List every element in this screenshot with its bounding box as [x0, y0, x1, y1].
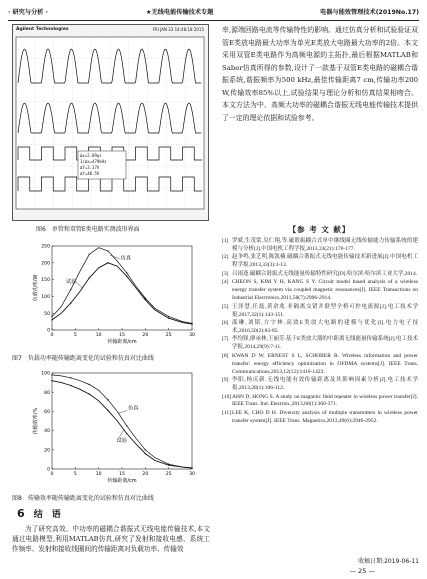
- scope-readout-line: ΔY=3.37V: [80, 165, 100, 170]
- series-line-test: [52, 263, 192, 324]
- data-point: [89, 254, 90, 255]
- data-point: [107, 262, 108, 263]
- data-point: [89, 384, 90, 385]
- reference-item: [222, 320, 418, 336]
- running-header: [8, 4, 419, 20]
- reference-text: AHN D, HONG S. A study on magnetic field repeater in wireless power transfer[J]. IEEE Trans. Ind. Electron.,2013,60(1):360-371.: [232, 393, 418, 408]
- data-point: [126, 272, 127, 273]
- simulation-label: 仿真: [120, 255, 132, 262]
- header-journal: 电器与能效管理技术(2019No.17): [320, 9, 419, 16]
- oscilloscope-figure: [12, 24, 209, 221]
- section-number: 6: [17, 507, 25, 520]
- simulation-label: 仿真: [128, 405, 139, 412]
- x-tick-label: 5: [73, 333, 77, 338]
- x-tick-label: 15: [119, 472, 125, 477]
- figure8-caption: 图8 传输效率随传输距离变化的试验和仿真对比曲线: [12, 495, 154, 502]
- page-number: — 25 —: [349, 567, 375, 575]
- y-tick-label: 0: [47, 467, 50, 473]
- test-label: 试验: [66, 278, 77, 285]
- y-tick-label: 200: [41, 261, 50, 267]
- x-tick-label: 10: [95, 472, 102, 477]
- y-tick-label: 20: [44, 448, 50, 454]
- x-tick-label: 30: [189, 333, 195, 338]
- data-point: [191, 467, 192, 468]
- x-tick-label: 20: [142, 333, 149, 338]
- scope-readout: [80, 153, 107, 177]
- y-tick-label: 40: [44, 429, 50, 435]
- reference-text: 吕雨逢.磁耦合谐振式无线能量传输特性研究[D].哈尔滨:哈尔滨工业大学,2014.: [232, 270, 418, 277]
- reference-number: [9]: [222, 377, 229, 384]
- data-point: [89, 277, 90, 278]
- data-point: [70, 377, 71, 378]
- reference-text: 罗斌,生茂棠,吴仁翔,等.磁谐振耦合式单中继线圈无线传输能力传输系统的建模与分析[J].中国电机工程学报,2013,33(21):170-177.: [232, 238, 418, 252]
- data-point: [70, 385, 71, 386]
- data-point: [107, 410, 108, 411]
- scope-readout-line: 1/Δx=479kHz: [80, 159, 107, 164]
- reference-item: [222, 377, 418, 393]
- reference-item: [222, 271, 418, 279]
- x-tick-label: 15: [119, 333, 125, 338]
- reference-text: 李阳,杨庆新.无线电能有效传输距离及其影响因素分析[J].电工技术学报,2013,28(1):106-112.: [232, 377, 418, 392]
- y-axis-label: 传输效率/%: [33, 407, 39, 435]
- reference-number: [10]: [222, 393, 232, 400]
- reference-number: [5]: [222, 303, 229, 310]
- reference-item: [222, 353, 418, 377]
- data-point: [51, 316, 52, 317]
- references-list: [222, 238, 418, 426]
- test-leader: [76, 282, 82, 288]
- reference-text: 邵琳,刘韬,方宇林.高效E类放大电路的建模与优化[J].电力电子技术,2016,50(2):83-85.: [232, 320, 418, 334]
- x-tick-label: 0: [50, 333, 54, 338]
- reference-item: [222, 238, 418, 254]
- data-point: [89, 393, 90, 394]
- section-title: 结 语: [33, 510, 61, 520]
- data-point: [145, 299, 146, 300]
- simulation-leader: [118, 410, 127, 413]
- reference-text: 李均锋,廖承林,王丽芳.基于E类放大器的中距离无线能量传输系统[J].电工技术学报,2014,29(9):7-11.: [232, 336, 418, 351]
- reference-item: [222, 254, 418, 270]
- y-tick-label: 50: [44, 311, 50, 317]
- reference-number: [11]: [222, 409, 231, 416]
- x-tick-label: 25: [165, 472, 172, 477]
- data-point: [168, 318, 169, 319]
- y-tick-label: 150: [41, 278, 50, 284]
- right-column-paragraph: 率,源端回路电流等传输特性的影响。通过仿真分析和试验验证双管E类放电路最大功率为单光E类放大电路最大功率的2倍。本文采用双管E类电路作为高频电源的主拓扑,最后根据MATLAB和Saber仿真所得的参数,设计了一款基于双管E类电路的磁耦合谐振系统,谐振频率为500 kHz,最佳传输距离7 cm,传输功率200 W,传输效率85%以上,试验结果与理论分析和仿真结果相吻合。本文方法为中、高频大功率的磁耦合谐振无线电能传输技术提供了一定的理论依据和试验参考。: [222, 26, 418, 122]
- reference-item: [222, 410, 418, 426]
- reference-item: [222, 279, 418, 303]
- data-point: [70, 302, 71, 303]
- figure7-caption: 图7 负载功率随传输距离变化的试验和仿真对比曲线: [12, 355, 154, 362]
- reference-number: [6]: [222, 320, 229, 327]
- scope-readout-line: Δx=2.09μs: [80, 153, 102, 158]
- reference-text: KWAN D W, ERNEST S L, SCHOBER R. Wireless information and power transfer: energy efficiency optimization in OFDMA systems[J]. IEEE Trans. Communications,2013,12(12):1410-1423.: [232, 352, 418, 375]
- scope-brand: Agilent Technologies: [16, 27, 69, 32]
- x-axis-label: 传输距离/cm: [107, 478, 137, 484]
- data-point: [107, 399, 108, 400]
- reference-number: [7]: [222, 336, 229, 343]
- reference-text: CHEON S, KIM Y H, KANG S Y. Circuit model based analysis of a wireless energy transfer system via coupled magnetic resonances[J]. IEEE Transactions on Industrial Electronics,2011,58(7):2906-2914.: [232, 279, 418, 302]
- data-point: [145, 453, 146, 454]
- reference-number: [2]: [222, 254, 229, 261]
- data-point: [126, 276, 127, 277]
- x-tick-label: 20: [142, 472, 149, 477]
- data-point: [51, 319, 52, 320]
- data-point: [191, 323, 192, 324]
- reference-item: [222, 304, 418, 320]
- reference-text: 赵争鸣,张艺明,陈凯楠.磁耦合谐振式无线电能传输技术新进展[J].中国电机工程学报,2013,33(3):1-13.: [232, 254, 418, 269]
- x-tick-label: 5: [73, 472, 77, 477]
- y-tick-label: 100: [41, 295, 50, 300]
- x-tick-label: 30: [189, 472, 195, 477]
- received-date: 收稿日期:2019-06-11: [358, 558, 419, 565]
- reference-number: [4]: [222, 279, 229, 286]
- reference-number: [8]: [222, 352, 229, 359]
- load-power-chart: [10, 240, 210, 352]
- reference-item: [222, 394, 418, 410]
- scope-readout-line: ΔY=48.5V: [80, 171, 100, 176]
- scope-datetime: FRI JAN 23 14:48:18 2015: [152, 27, 204, 32]
- references-heading: 【参 考 文 献】: [288, 225, 351, 234]
- data-point: [126, 433, 127, 434]
- reference-text: 王泽慧,任磊,黄余兆.非隔离交错并联型全桥可控电流源[J].电工技术学报,2017,32(1):143-151.: [232, 303, 418, 318]
- data-point: [145, 449, 146, 450]
- scope-screen: [14, 35, 206, 215]
- plot-frame: [52, 373, 192, 469]
- header-section-label: · 研究与分析 ·: [8, 9, 48, 16]
- x-tick-label: 0: [50, 472, 54, 477]
- data-point: [126, 425, 127, 426]
- header-topic: ★无线电能传输技术专题: [146, 9, 214, 16]
- efficiency-chart: [10, 367, 210, 492]
- y-tick-label: 60: [44, 410, 50, 415]
- reference-number: [1]: [222, 238, 229, 244]
- reference-number: [3]: [222, 270, 229, 277]
- header-rule: [8, 20, 419, 21]
- x-tick-label: 25: [165, 333, 172, 338]
- reference-text: LEE K, CHO D H. Diversity analysis of multiple transmitters in wireless power transfer system[J]. IEEE Trans. Magnetics,2013,49(6):2946-2952.: [232, 409, 418, 424]
- series-line-simulation: [52, 375, 192, 468]
- data-point: [107, 250, 108, 251]
- data-point: [70, 289, 71, 290]
- conclusion-paragraph: 为了研究高效、中功率的磁耦合谐振式无线电能传输技术,本文通过电路模型,利用MATLAB仿真,研究了发射和接收电感、系统工作频率、发射和接收线圈间的传输距离对负载功率、传输效: [12, 525, 210, 553]
- y-axis-label: 负载功率/W: [33, 274, 39, 302]
- test-label: 试验: [116, 438, 128, 445]
- reference-item: [222, 336, 418, 352]
- x-tick-label: 10: [95, 333, 102, 338]
- y-tick-label: 0: [47, 328, 50, 334]
- x-axis-label: 传输距离/cm: [107, 339, 137, 345]
- y-tick-label: 250: [41, 244, 50, 250]
- data-point: [168, 316, 169, 317]
- section-heading: [17, 507, 61, 520]
- y-tick-label: 80: [44, 390, 50, 396]
- data-point: [168, 464, 169, 465]
- series-line-test: [52, 381, 192, 468]
- y-tick-label: 100: [41, 371, 50, 377]
- data-point: [51, 374, 52, 375]
- data-point: [51, 380, 52, 381]
- figure6-caption: 图6 单管和双管E类电路实测波形界面: [36, 226, 140, 233]
